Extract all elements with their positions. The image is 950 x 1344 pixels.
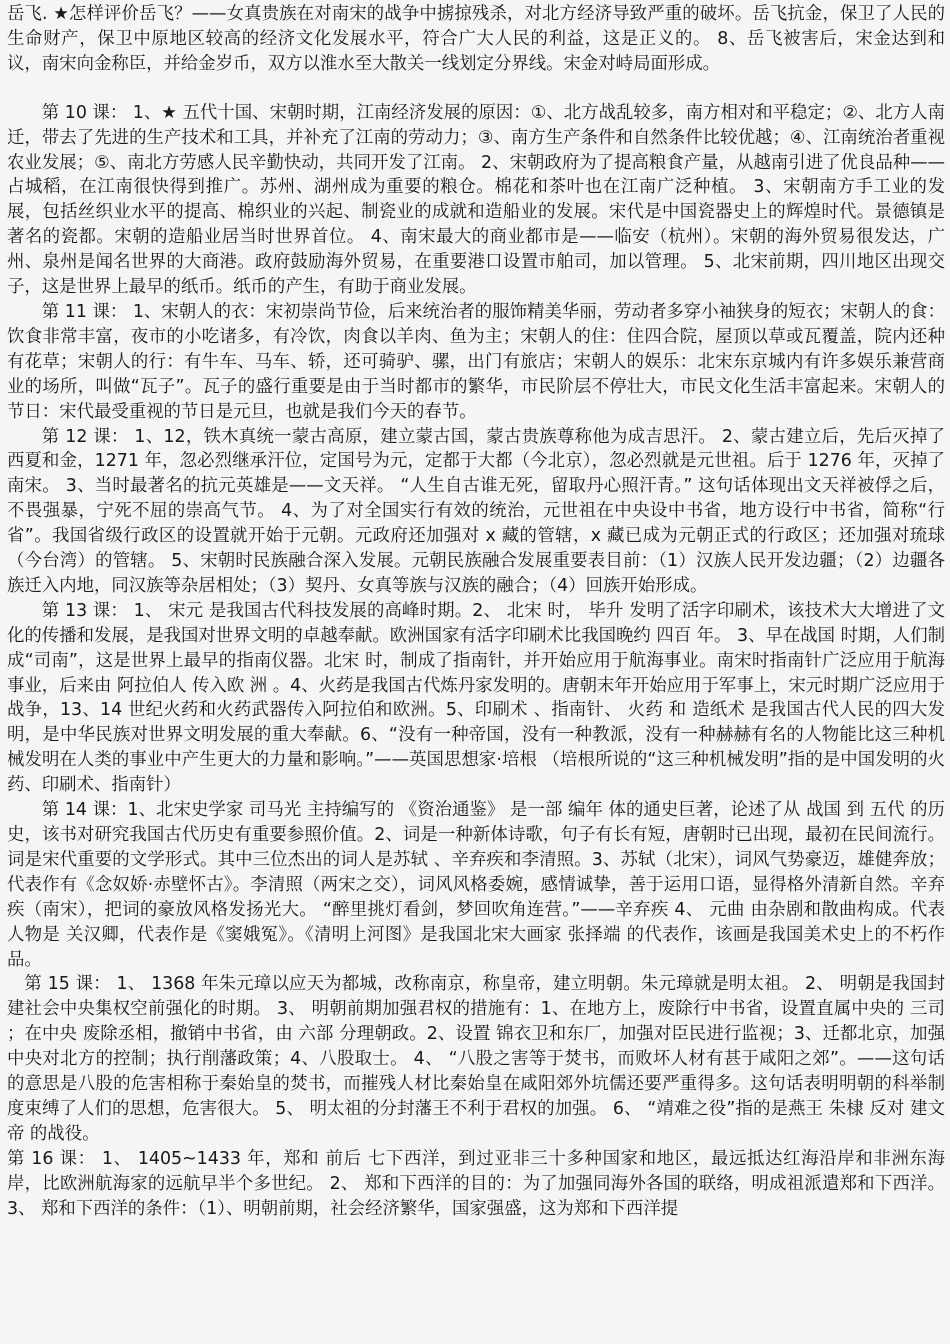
paragraph-lesson-14: 第 14 课：1、北宋史学家 司马光 主持编写的 《资治通鉴》 是一部 编年 体的通史巨著，论述了从 战国 到 五代 的历史，该书对研究我国古代历史有重要参照价值。2、词是一种新体诗歌，句子有长有短，唐朝时已出现，最初在民间流行。 词是宋代重要的文学形式。其中三位杰出的词人是苏轼 、辛弃疾和李清照。3、苏轼（北宋），词风气势豪迈，雄健奔放；代表作有《念奴娇·赤壁怀古》。李清照（两宋之交），词风风格委婉，感情诚挚，善于运用口语，显得格外清新自然。辛弃疾（南宋），把词的豪放风格发扬光大。 “醉里挑灯看剑，梦回吹角连营。”——辛弃疾 4、 元曲 由杂剧和散曲构成。代表人物是 关汉卿，代表作是《窦娥冤》。《清明上河图》是我国北宋大画家 张择端 的代表作，该画是我国美术史上的不朽作品。 [7,800,945,970]
paragraph-gap [7,77,945,101]
paragraph-lesson-11: 第 11 课： 1、宋朝人的衣：宋初崇尚节俭，后来统治者的服饰精美华丽，劳动者多穿小袖狭身的短衣；宋朝人的食：饮食非常丰富，夜市的小吃诸多，有冷饮，肉食以羊肉、鱼为主；宋朝人的住：住四合院，屋顶以草或瓦覆盖，院内还种有花草；宋朝人的行：有牛车、马车、轿，还可骑驴、骡，出门有旅店；宋朝人的娱乐：北宋东京城内有许多娱乐兼营商业的场所，叫做“瓦子”。瓦子的盛行重要是由于当时都市的繁华，市民阶层不停壮大，市民文化生活丰富起来。宋朝人的节日：宋代最受重视的节日是元旦，也就是我们今天的春节。 [7,301,945,422]
paragraph-yuefei: 岳飞. ★怎样评价岳飞？——女真贵族在对南宋的战争中掳掠残杀，对北方经济导致严重的破坏。岳飞抗金，保卫了人民的生命财产，保卫中原地区较高的经济文化发展水平，符合广大人民的利益，这是正义的。 8、岳飞被害后，宋金达到和议，南宋向金称臣，并给金岁币，双方以淮水至大散关一线划定分界线。宋金对峙局面形成。 [7,4,945,74]
paragraph-lesson-10: 第 10 课： 1、★ 五代十国、宋朝时期，江南经济发展的原因：①、北方战乱较多，南方相对和平稳定；②、北方人南迁，带去了先进的生产技术和工具，并补充了江南的劳动力；③、南方生产条件和自然条件比较优越；④、江南统治者重视农业发展；⑤、南北方劳感人民辛勤快动，共同开发了江南。 2、宋朝政府为了提高粮食产量，从越南引进了优良品种——占城稻，在江南很快得到推广。苏州、湖州成为重要的粮仓。棉花和茶叶也在江南广泛种植。 3、宋朝南方手工业的发展，包括丝织业水平的提高、棉织业的兴起、制瓷业的成就和造船业的发展。宋代是中国瓷器史上的辉煌时代。景德镇是著名的瓷都。宋朝的造船业居当时世界首位。 4、南宋最大的商业都市是——临安（杭州）。宋朝的海外贸易很发达，广州、泉州是闻名世界的大商港。政府鼓励海外贸易，在重要港口设置市舶司，加以管理。 5、北宋前期，四川地区出现交子，这是世界上最早的纸币。纸币的产生，有助于商业发展。 [7,102,945,298]
paragraph-lesson-15: 第 15 课： 1、 1368 年朱元璋以应天为都城，改称南京，称皇帝，建立明朝。朱元璋就是明太祖。 2、 明朝是我国封建社会中央集权空前强化的时期。 3、 明朝前期加强君权的措施有：1、在地方上，废除行中书省，设置直属中央的 三司 ；在中央 废除丞相，撤销中书省，由 六部 分理朝政。2、设置 锦衣卫和东厂，加强对臣民进行监视；3、迁都北京，加强中央对北方的控制；执行削藩政策；4、八股取士。 4、 “八股之害等于焚书，而败坏人材有甚于咸阳之郊”。——这句话的意思是八股的危害相称于秦始皇的焚书，而摧残人材比秦始皇在咸阳郊外坑儒还要严重得多。这句话表明明朝的科举制度束缚了人们的思想，危害很大。 5、 明太祖的分封藩王不利于君权的加强。 6、 “靖难之役”指的是燕王 朱棣 反对 建文帝 的战役。 [7,974,945,1144]
paragraph-lesson-16: 第 16 课： 1、 1405~1433 年，郑和 前后 七下西洋，到过亚非三十多种国家和地区，最远抵达红海沿岸和非洲东海岸，比欧洲航海家的远航早半个多世纪。 2、 郑和下西洋的目的：为了加强同海外各国的联络，明成祖派遣郑和下西洋。 3、 郑和下西洋的条件：（1）、明朝前期，社会经济繁华，国家强盛，这为郑和下西洋提 [7,1148,945,1219]
paragraph-lesson-12: 第 12 课： 1、12，铁木真统一蒙古高原，建立蒙古国，蒙古贵族尊称他为成吉思汗。 2、蒙古建立后，先后灭掉了西夏和金，1271 年，忽必烈继承汗位，定国号为元，定都于大都（今北京），忽必烈就是元世祖。后于 1276 年，灭掉了南宋。 3、当时最著名的抗元英雄是——文天祥。 “人生自古谁无死，留取丹心照汗青。” 这句话体现出文天祥被俘之后，不畏强暴，宁死不屈的崇高气节。 4、为了对全国实行有效的统治，元世祖在中央设中书省，地方设行中书省，简称“行省”。我国省级行政区的设置就开始于元朝。元政府还加强对 x 藏的管辖，x 藏已成为元朝正式的行政区；还加强对琉球（今台湾）的管辖。 5、宋朝时民族融合深入发展。元朝民族融合发展重要表目前：（1）汉族人民开发边疆；（2）边疆各族迁入内地，同汉族等杂居相处；（3）契丹、女真等族与汉族的融合；（4）回族开始形成。 [7,426,945,596]
paragraph-lesson-13: 第 13 课： 1、 宋元 是我国古代科技发展的高峰时期。2、 北宋 时， 毕升 发明了活字印刷术，该技术大大增进了文化的传播和发展，是我国对世界文明的卓越奉献。欧洲国家有活字印刷术比我国晚约 四百 年。 3、早在战国 时期，人们制成“司南”，这是世界上最早的指南仪器。北宋 时，制成了指南针，并开始应用于航海事业。南宋时指南针广泛应用于航海事业，后来由 阿拉伯人 传入欧 洲 。4、火药是我国古代炼丹家发明的。唐朝末年开始应用于军事上，宋元时期广泛应用于战争，13、14 世纪火药和火药武器传入阿拉伯和欧洲。5、印刷术 、指南针、 火药 和 造纸术 是我国古代人民的四大发明，是中华民族对世界文明发展的重大奉献。6、“没有一种帝国，没有一种教派，没有一种赫赫有名的人物能比这三种机械发明在人类的事业中产生更大的力量和影响。”——英国思想家·培根 （培根所说的“这三种机械发明”指的是中国发明的火药、印刷术、指南针） [7,600,945,796]
